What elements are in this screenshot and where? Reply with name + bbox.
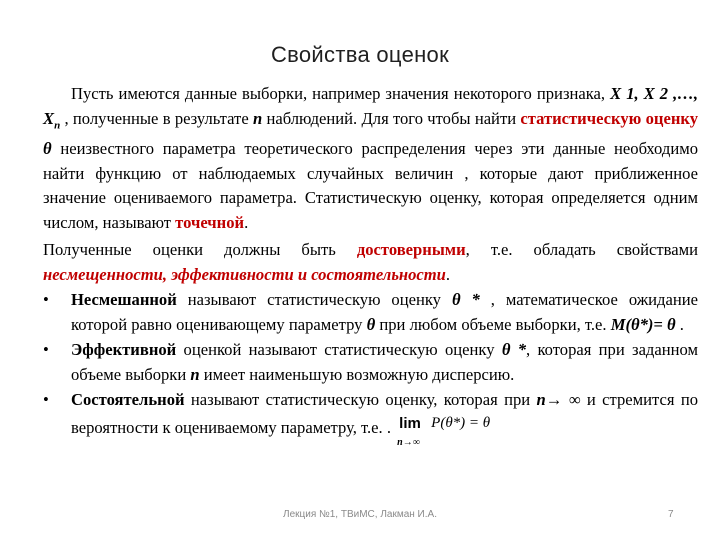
symbol-theta-star: θ * [451,290,480,310]
text-run: , которая при заданном объеме выборки [71,340,698,384]
text-run: неизвестного параметра теоретического распределения через эти данные необходимо найти функцию от наблюдаемых случайных величин , которые дают приближенное значение оцениваемого параметра. Статистическую оценку, которая определяется одним числом, называют [43,139,698,232]
bullet-unbiased [43,288,698,337]
text-run: , математическое ожидание которой равно оценивающему параметру [71,290,698,334]
text-run: при любом объеме выборки, т.е. [375,314,611,334]
term-consistent: Состоятельной [71,390,185,410]
symbol-n: n [190,364,200,384]
symbol-theta: θ [43,139,61,159]
bullet-dot: • [43,290,49,310]
symbol-theta: θ [366,314,376,334]
slide-footer: Лекция №1, ТВиМС, Лакман И.А. [283,509,437,520]
subscript-n: n [54,118,61,131]
properties-paragraph [43,238,698,287]
text-run: . [675,314,684,334]
symbol-n: n [252,108,263,128]
text-run: Полученные оценки должны быть [43,240,357,260]
intro-paragraph [43,82,698,235]
slide-title: Свойства оценок [270,42,450,67]
text-run: . [445,264,451,284]
text-run: называют статистическую оценку [176,290,452,310]
lim-operator: lim [399,414,421,432]
text-run: наблюдений. Для того чтобы найти [262,108,521,128]
formula-limit [397,413,509,448]
text-run: Пусть имеются данные выборки, например значения некоторого признака, [71,84,611,103]
text-run: и стремится по вероятности к оцениваемому параметру, т.е. . [71,390,698,437]
bullet-dot: • [43,390,49,410]
term-reliable: достоверными [356,240,466,260]
text-run: имеет наименьшую возможную дисперсию. [199,364,515,384]
bullet-consistent [43,388,698,448]
slide-content [43,82,699,448]
formula-expectation: M(θ*)= θ [610,314,676,334]
text-run: , полученные в результате [60,108,253,128]
term-unbiased: Несмешанной [71,290,177,310]
term-properties: несмещенности, эффективности и состоятельности [43,264,446,284]
page-number: 7 [668,509,674,520]
term-statistical-estimate: статистическую оценку [520,108,699,128]
bullet-dot: • [43,340,49,360]
symbol-theta-star: θ * [501,340,527,360]
text-run: называют статистическую оценку, которая при [184,390,537,410]
text-run: оценкой называют статистическую оценку [176,340,502,360]
text-run: . [244,212,249,232]
bullet-efficient [43,338,698,387]
text-run: , т.е. обладать свойствами [465,240,698,260]
term-efficient: Эффективной [71,340,177,360]
sample-variables: X 1, X 2 ,…, X [43,84,698,128]
lim-subscript: n→∞ [397,436,420,448]
term-point: точечной [175,212,245,232]
condition-n-infinity: n→ ∞ [536,390,581,410]
lim-expression: P(θ*) = θ [431,414,491,431]
